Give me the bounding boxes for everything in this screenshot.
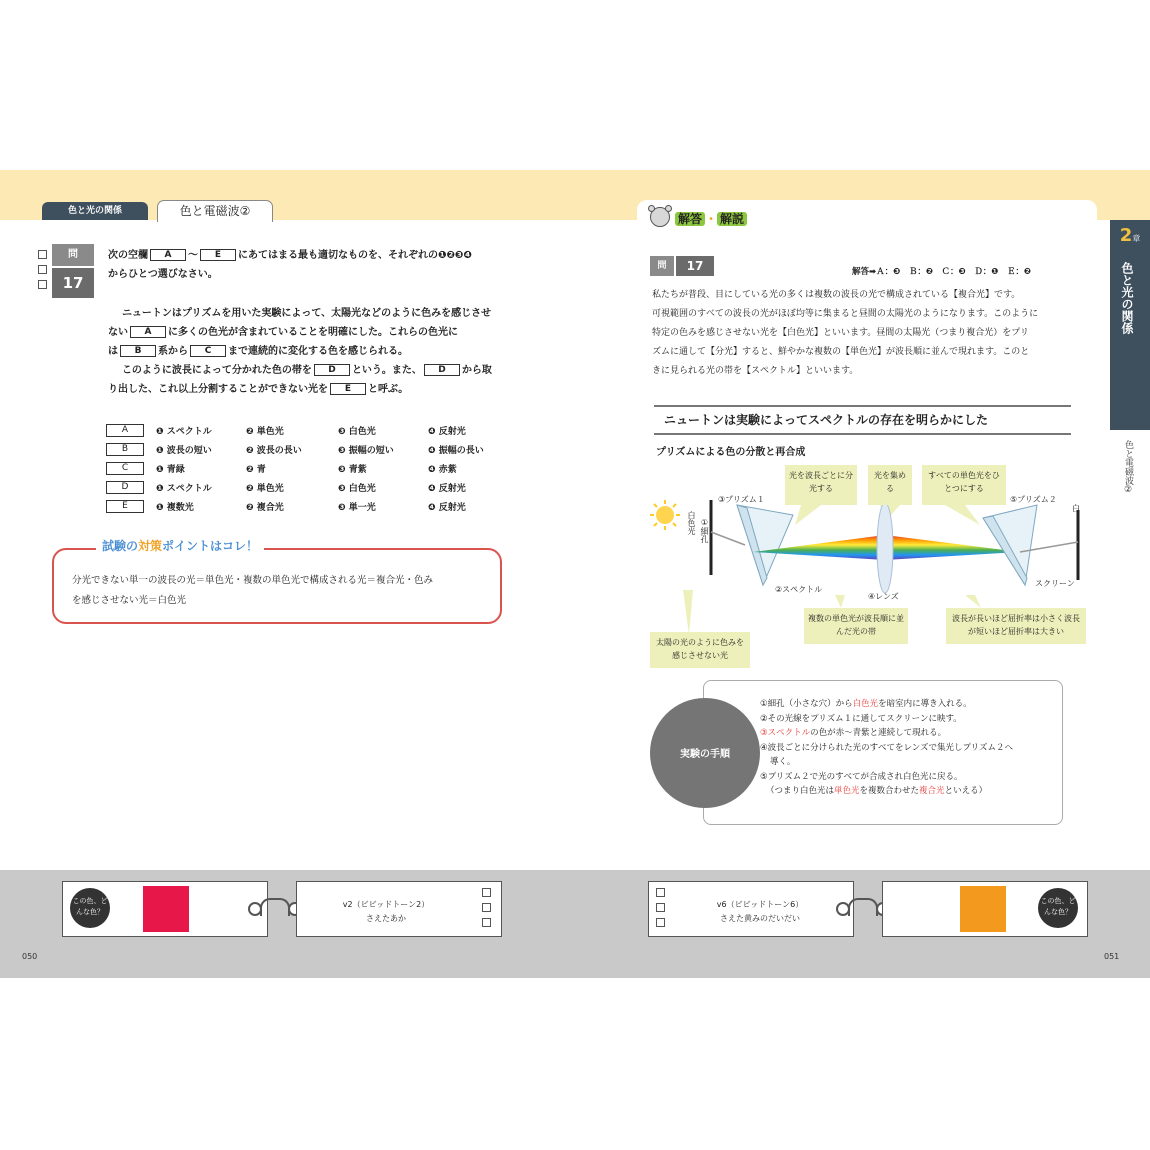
callout-focus: 光を集める (868, 465, 912, 505)
speech-bubble-text: この色、どんな色？ (1040, 897, 1076, 916)
checkbox[interactable] (482, 918, 491, 927)
chapter-number: 2章 (1119, 225, 1141, 246)
option-choice[interactable]: ❸ 白色光 (338, 484, 376, 494)
explanation-text: 私たちが普段、目にしている光の多くは複数の波長の光で構成されている【複合光】です。 可視範囲のすべての波長の光がほぼ均等に集まると昼間の太陽光のようになります。このように 特定の色みを感じさせない光を【白色光】といいます。昼間の太陽光（つまり複合光）をプリ ズムに通して【分光】すると、鮮やかな複数の【単色光】が波長順に並んで現れます。このと きに見られる光の帯を【スペクトル】といいます。 (652, 290, 1039, 376)
prism-1 (737, 505, 793, 585)
option-choice[interactable]: ❸ 青紫 (338, 465, 367, 475)
option-choice[interactable]: ❹ 反射光 (428, 503, 466, 513)
answer-summary: 解答➡Ａ：❸ Ｂ：❷ Ｃ：❸ Ｄ：❶ Ｅ：❷ (852, 267, 1032, 277)
checkbox[interactable] (482, 888, 491, 897)
blank-a: A (150, 249, 186, 261)
chapter-subtitle: 色と電磁波② (1123, 440, 1133, 495)
option-choice[interactable]: ❶ 波長の短い (156, 446, 212, 456)
label-white: 白 (1072, 504, 1080, 513)
ring-link (260, 898, 290, 916)
option-row (106, 500, 506, 519)
checkbox[interactable] (38, 250, 47, 259)
callout-pointer (835, 595, 845, 608)
callout-combine: すべての単色光をひとつにする (922, 465, 1006, 505)
question-label: 問 (650, 256, 674, 276)
tone-label: v2（ビビッドトーン2） (342, 900, 430, 909)
option-choice[interactable]: ❷ 単色光 (246, 427, 284, 437)
option-row (106, 424, 506, 443)
option-choice[interactable]: ❹ 振幅の長い (428, 446, 484, 456)
blank-b: B (120, 345, 156, 357)
option-choice[interactable]: ❶ 複数光 (156, 503, 194, 513)
label-prism-1: ③プリズム１ (718, 495, 765, 504)
dot-separator: ・ (705, 212, 718, 226)
page-number: 051 (1104, 952, 1120, 961)
label-screen: スクリーン (1035, 579, 1075, 588)
section-heading: ニュートンは実験によってスペクトルの存在を明らかにした (664, 413, 989, 427)
option-choice[interactable]: ❷ 単色光 (246, 484, 284, 494)
option-choice[interactable]: ❹ 反射光 (428, 484, 466, 494)
callout-disperse: 光を波長ごとに分光する (785, 465, 857, 505)
option-row (106, 462, 506, 481)
checkbox[interactable] (38, 265, 47, 274)
option-choice[interactable]: ❶ スペクトル (156, 427, 212, 437)
callout-white-light: 太陽の光のように色みを感じさせない光 (650, 632, 750, 668)
question-label: 問 (52, 244, 94, 266)
label-prism-2: ⑤プリズム２ (1010, 495, 1057, 504)
bear-icon (650, 207, 670, 227)
chapter-title: 色と光の関係 (1120, 262, 1134, 334)
option-choice[interactable]: ❷ 青 (246, 465, 266, 475)
point-text: 分光できない単一の波長の光＝単色光・複数の単色光で構成される光＝複合光・色み を感じさせない光＝白色光 (72, 575, 434, 606)
label-slit: ①細孔 (700, 518, 709, 543)
color-swatch (143, 886, 189, 932)
option-choice[interactable]: ❸ 白色光 (338, 427, 376, 437)
label-white-light: 白色光 (687, 511, 696, 535)
callout-band: 複数の単色光が波長順に並んだ光の帯 (804, 608, 908, 644)
blank-a: A (130, 326, 166, 338)
callout-pointer (965, 595, 981, 608)
option-choice[interactable]: ❶ スペクトル (156, 484, 212, 494)
ring-link (848, 898, 878, 916)
light-beam (711, 532, 745, 545)
prism-2 (983, 505, 1037, 585)
checkbox[interactable] (656, 918, 665, 927)
blank-d: D (424, 364, 460, 376)
checkbox[interactable] (656, 888, 665, 897)
checkbox[interactable] (38, 280, 47, 289)
option-choice[interactable]: ❶ 青緑 (156, 465, 185, 475)
callout-pointer (945, 505, 980, 525)
blank-c: C (190, 345, 226, 357)
checkbox[interactable] (482, 903, 491, 912)
option-key: B (106, 443, 144, 456)
question-body: ニュートンはプリズムを用いた実験によって、太陽光などのように色みを感じさせ ない A に多くの色光が含まれていることを明確にした。これらの色光に は B 系から C まで連続的に変化する色を感じられる。 このように波長によって分かれた色の帯を D という。また、 D から取 り出した、これ以上分割することができない光を E と呼ぶ。 (108, 308, 492, 395)
option-key: D (106, 481, 144, 494)
option-key: C (106, 462, 144, 475)
option-row (106, 443, 506, 462)
color-name: さえた黄みのだいだい (720, 914, 800, 923)
color-name: さえたあか (366, 914, 406, 923)
option-key: E (106, 500, 144, 513)
sun-icon (650, 500, 680, 530)
option-choice[interactable]: ❸ 単一光 (338, 503, 376, 513)
label-spectrum: ②スペクトル (775, 585, 823, 594)
question-instruction: 次の空欄 A ～ E にあてはまる最も適切なものを、それぞれの❶❷❸❹ からひとつ選びなさい。 (108, 250, 472, 280)
callout-pointer (683, 590, 693, 635)
lens (877, 503, 893, 593)
option-choice[interactable]: ❷ 複合光 (246, 503, 284, 513)
tone-label: v6（ビビッドトーン6） (716, 900, 804, 909)
question-number: 17 (52, 268, 94, 298)
label-lens: ④レンズ (868, 592, 899, 601)
option-choice[interactable]: ❹ 赤紫 (428, 465, 457, 475)
blank-e: E (200, 249, 236, 261)
topic-tab[interactable]: 色と電磁波② (157, 200, 273, 222)
diagram-title: プリズムによる色の分散と再合成 (656, 447, 806, 458)
procedure-steps: ①細孔（小さな穴）から白色光を暗室内に導き入れる。 ②その光線をプリズム１に通してスクリーンに映す。 ③スペクトルの色が赤～青紫と連続して現れる。 ④波長ごとに分けられた光のすべてをレンズで集光しプリズム２へ 導く。 ⑤プリズム２で光のすべてが合成され白色光に戻る。 （つまり白色光は単色光を複数合わせた複合光といえる） (760, 699, 1013, 796)
checkbox[interactable] (656, 903, 665, 912)
point-title: 試験の対策ポイントはコレ！ (96, 537, 264, 554)
blank-d: D (314, 364, 350, 376)
option-choice[interactable]: ❸ 振幅の短い (338, 446, 394, 456)
option-choice[interactable]: ❷ 波長の長い (246, 446, 302, 456)
blank-e: E (330, 383, 366, 395)
callout-pointer (795, 505, 821, 525)
procedure-label: 実験の手順 (680, 749, 730, 760)
question-number: 17 (676, 256, 714, 276)
option-key: A (106, 424, 144, 437)
option-choice[interactable]: ❹ 反射光 (428, 427, 466, 437)
page-number: 050 (22, 952, 38, 961)
section-tab[interactable]: 色と光の関係 (42, 202, 148, 220)
speech-bubble-text: この色、どんな色？ (72, 897, 108, 916)
option-row (106, 481, 506, 500)
answer-header: 解答 ・ 解説 (675, 210, 747, 227)
color-swatch (960, 886, 1006, 932)
callout-refraction: 波長が長いほど屈折率は小さく波長が短いほど屈折率は大きい (946, 608, 1086, 644)
